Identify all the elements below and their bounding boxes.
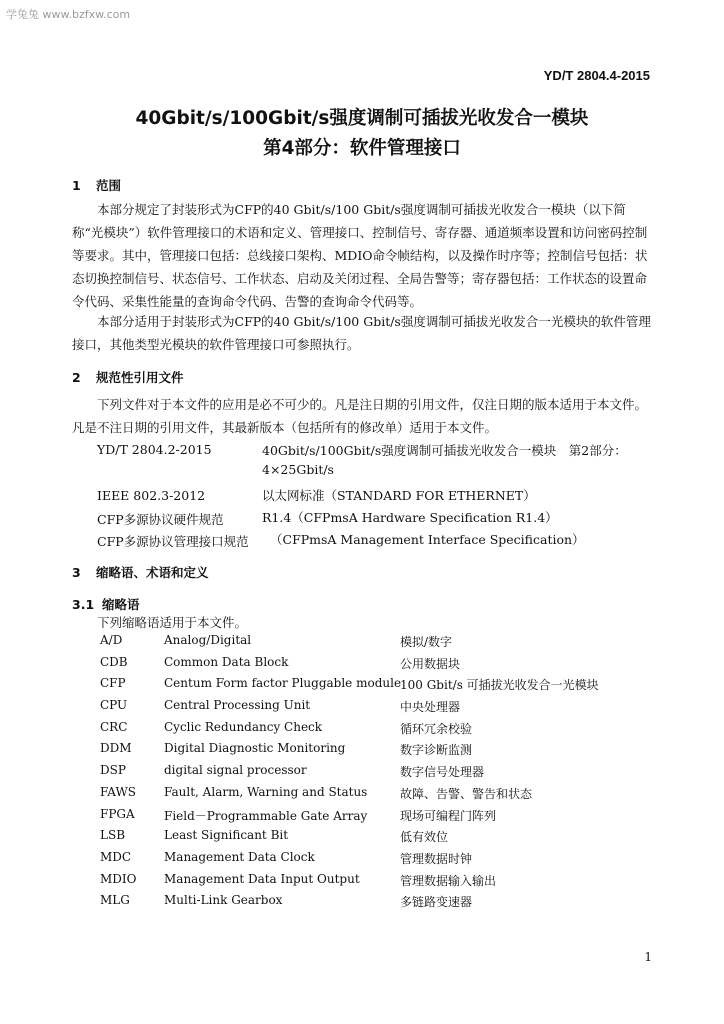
abbreviation-term: A/D	[100, 633, 123, 647]
reference-title-line: 40Gbit/s/100Gbit/s强度调制可插拔光收发合一模块 第2部分：	[262, 443, 627, 458]
abbreviation-english: Fault, Alarm, Warning and Status	[164, 784, 368, 799]
section-title: 缩略语、术语和定义	[96, 565, 209, 580]
abbreviation-chinese: 管理数据输入输出	[400, 873, 497, 888]
abbreviation-english: Digital Diagnostic Monitoring	[164, 741, 346, 756]
reference-title: 以太网标准（STANDARD FOR ETHERNET）	[262, 488, 536, 503]
abbreviation-term: MLG	[100, 893, 130, 908]
abbreviation-intro: 下列缩略语适用于本文件。	[97, 615, 248, 630]
reference-title	[262, 441, 627, 479]
abbreviation-english: Centum Form factor Pluggable module	[164, 676, 402, 691]
abbreviation-row	[100, 655, 660, 677]
reference-code: CFP多源协议管理接口规范	[97, 534, 249, 549]
abbreviation-english: digital signal processor	[164, 763, 307, 778]
abbreviation-term: CPU	[100, 698, 128, 713]
abbreviation-row	[100, 828, 660, 850]
abbreviation-english: Least Significant Bit	[164, 828, 289, 843]
watermark: 学兔兔 www.bzfxw.com	[6, 8, 131, 21]
abbreviation-term: MDC	[100, 849, 132, 864]
abbreviation-chinese: 现场可编程门阵列	[400, 808, 497, 823]
reference-title: （CFPmsA Management Interface Specification）	[270, 532, 585, 547]
abbreviation-english: Common Data Block	[164, 654, 289, 669]
abbreviation-english: Cyclic Redundancy Check	[164, 719, 323, 734]
abbreviation-chinese: 公用数据块	[400, 656, 461, 671]
abbreviation-term: MDIO	[100, 871, 137, 886]
section-2-paragraph: 下列文件对于本文件的应用是必不可少的。凡是注日期的引用文件，仅注日期的版本适用于本文件。凡是不注日期的引用文件，其最新版本（包括所有的修改单）适用于本文件。	[72, 397, 648, 435]
abbreviation-row	[100, 785, 660, 807]
section-title: 规范性引用文件	[96, 370, 184, 385]
abbreviation-chinese: 100 Gbit/s 可插拔光收发合一光模块	[400, 678, 599, 693]
abbreviation-row	[100, 850, 660, 872]
abbreviation-row	[100, 720, 660, 742]
abbreviation-chinese: 多链路变速器	[400, 895, 473, 910]
section-number: 3	[72, 565, 81, 580]
abbreviation-chinese: 循环冗余校验	[400, 721, 473, 736]
abbreviation-row	[100, 676, 660, 698]
abbreviation-chinese: 数字信号处理器	[400, 765, 485, 780]
abbreviation-english: Analog/Digital	[164, 633, 252, 647]
reference-code: IEEE 802.3-2012	[97, 488, 206, 503]
abbreviation-row	[100, 872, 660, 894]
abbreviation-chinese: 管理数据时钟	[400, 851, 473, 866]
reference-title: R1.4（CFPmsA Hardware Specification R1.4）	[262, 510, 558, 525]
abbreviation-term: CFP	[100, 676, 126, 691]
section-1-heading	[72, 176, 121, 194]
standard-number: YD/T 2804.4-2015	[543, 68, 650, 83]
abbreviation-english: Management Data Clock	[164, 849, 315, 864]
section-3-heading	[72, 563, 209, 581]
abbreviation-term: CRC	[100, 719, 128, 734]
reference-title-line: 4×25Gbit/s	[262, 462, 334, 477]
abbreviation-row	[100, 741, 660, 763]
abbreviation-row	[100, 807, 660, 829]
abbreviation-term: FPGA	[100, 806, 135, 821]
section-2-heading	[72, 368, 184, 386]
abbreviation-list	[100, 633, 660, 915]
abbreviation-chinese: 中央处理器	[400, 700, 461, 715]
section-1-paragraph-2: 本部分适用于封装形式为CFP的40 Gbit/s/100 Gbit/s强度调制可插拔光收发合一光模块的软件管理接口，其他类型光模块的软件管理接口可参照执行。	[72, 314, 651, 352]
abbreviation-row	[100, 698, 660, 720]
abbreviation-row	[100, 633, 660, 655]
reference-code: CFP多源协议硬件规范	[97, 512, 224, 527]
abbreviation-chinese: 故障、告警、警告和状态	[400, 786, 533, 801]
document-subtitle: 第4部分：软件管理接口	[263, 138, 461, 159]
abbreviation-english: Central Processing Unit	[164, 698, 311, 713]
abbreviation-english: Field－Programmable Gate Array	[164, 808, 368, 823]
abbreviation-english: Management Data Input Output	[164, 871, 360, 886]
reference-code: YD/T 2804.2-2015	[97, 442, 212, 457]
section-3-1-heading	[72, 595, 140, 613]
section-number: 2	[72, 370, 81, 385]
abbreviation-term: CDB	[100, 654, 128, 669]
section-title: 范围	[96, 178, 122, 193]
abbreviation-chinese: 模拟/数字	[400, 635, 453, 649]
document-title: 40Gbit/s/100Gbit/s强度调制可插拔光收发合一模块	[135, 108, 589, 129]
abbreviation-row	[100, 763, 660, 785]
abbreviation-term: LSB	[100, 828, 126, 843]
abbreviation-term: DDM	[100, 741, 132, 756]
abbreviation-english: Multi-Link Gearbox	[164, 893, 283, 908]
abbreviation-term: FAWS	[100, 784, 137, 799]
section-number: 3.1	[72, 597, 95, 612]
abbreviation-chinese: 低有效位	[400, 830, 449, 845]
section-title: 缩略语	[102, 597, 140, 612]
abbreviation-chinese: 数字诊断监测	[400, 743, 473, 758]
abbreviation-row	[100, 893, 660, 915]
abbreviation-term: DSP	[100, 763, 126, 778]
page-number: 1	[644, 950, 652, 964]
section-1-paragraph-1: 本部分规定了封装形式为CFP的40 Gbit/s/100 Gbit/s强度调制可插拔光收发合一模块（以下简称“光模块”）软件管理接口的术语和定义、管理接口、控制信号、寄存器、通道频率设置和访问密码控制等要求。其中，管理接口包括：总线接口架构、MDIO命令帧结构，以及操作时序等；控制信号包括：状态切换控制信号、状态信号、工作状态、启动及关闭过程、全局告警等；寄存器包括：工作状态的设置命令代码、采集性能量的查询命令代码、告警的查询命令代码等。	[72, 202, 648, 309]
section-number: 1	[72, 178, 81, 193]
